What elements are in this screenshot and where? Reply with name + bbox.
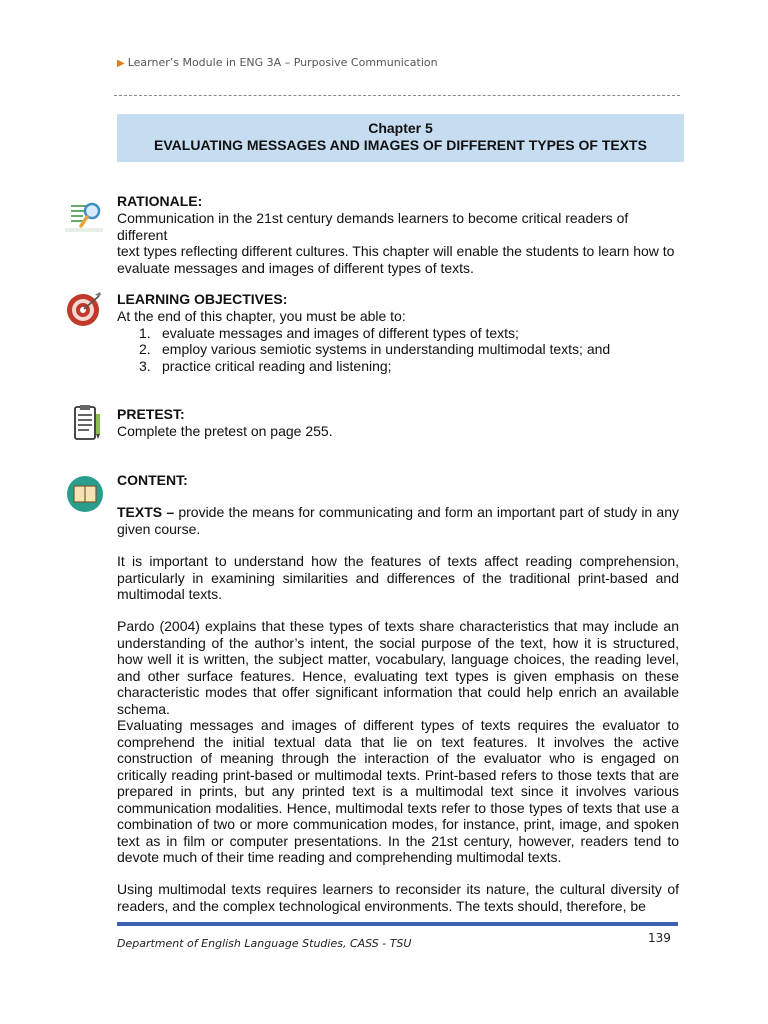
magnifier-document-icon (65, 198, 105, 238)
rationale-title: RATIONALE: (117, 193, 203, 209)
rationale-text (117, 210, 679, 276)
content-paragraph: It is important to understand how the features of texts affect reading comprehension, particularly in examining similarities and differences of the traditional print-based and multimodal texts. (117, 553, 679, 602)
clipboard-pencil-icon (65, 404, 105, 444)
content-paragraph: Evaluating messages and images of different types of texts requires the evaluator to comprehend the initial textual data that lie on text features. It involves the active construction of meaning through the interaction of the evaluator who is engaged on critically reading print-based or multimodal texts. Print-based refers to those texts that are prepared in prints, but any printed text is a multimodal text since it involves various communication modalities. Hence, multimodal texts refer to those types of texts that use a combination of two or more communication modes, for instance, print, image, and spoken text as in film or computer presentations. In the 21st century, however, readers tend to devote much of their time reading and comprehending multimodal texts. (117, 717, 679, 865)
page-number: 139 (648, 931, 671, 945)
content-paragraph: Pardo (2004) explains that these types of texts share characteristics that may include an understanding of the author’s intent, the social purpose of the text, how it is structured, how well it is written, the subject matter, vocabulary, language choices, the reading level, and other surface features. Hence, evaluating text types is given emphasis on these characteristic modes that offer significant information that could help enrich an available schema. (117, 618, 679, 717)
triangle-bullet-icon: ▶ (117, 58, 125, 69)
list-item (117, 341, 679, 358)
chapter-banner (117, 114, 684, 162)
rationale-line: evaluate messages and images of different types of texts. (117, 259, 474, 276)
texts-term: TEXTS – (117, 504, 175, 520)
list-item (117, 325, 679, 342)
target-icon (65, 290, 105, 330)
content-paragraph (117, 504, 679, 537)
list-text: evaluate messages and images of different types of texts; (162, 324, 519, 341)
objectives-block (117, 308, 679, 374)
pretest-title: PRETEST: (117, 406, 185, 422)
list-text: practice critical reading and listening; (162, 357, 392, 374)
header-divider (114, 95, 680, 96)
list-item (117, 358, 679, 375)
footer-divider (117, 922, 678, 926)
footer-text: Department of English Language Studies, CASS - TSU (117, 937, 412, 950)
list-number: 1. (139, 324, 151, 341)
rationale-line: text types reflecting different cultures. This chapter will enable the students to learn how to (117, 243, 675, 259)
list-text: employ various semiotic systems in understanding multimodal texts; and (162, 341, 611, 357)
list-number: 2. (139, 341, 151, 357)
content-paragraph: Using multimodal texts requires learners to reconsider its nature, the cultural diversity of readers, and the complex technological environments. The texts should, therefore, be (117, 881, 679, 914)
running-header (117, 56, 438, 69)
running-header-text: Learner’s Module in ENG 3A – Purposive Communication (127, 56, 438, 69)
objectives-list (117, 325, 679, 375)
book-icon (65, 474, 105, 514)
texts-definition: provide the means for communicating and form an important part of study in any given course. (117, 504, 679, 537)
objectives-intro: At the end of this chapter, you must be able to: (117, 308, 406, 324)
list-number: 3. (139, 357, 151, 374)
chapter-title: EVALUATING MESSAGES AND IMAGES OF DIFFERENT TYPES OF TEXTS (154, 137, 647, 153)
pretest-text: Complete the pretest on page 255. (117, 423, 333, 439)
rationale-line: Communication in the 21st century demands learners to become critical readers of different (117, 210, 629, 243)
content-title: CONTENT: (117, 472, 188, 488)
chapter-number: Chapter 5 (368, 120, 433, 136)
objectives-title: LEARNING OBJECTIVES: (117, 291, 288, 307)
